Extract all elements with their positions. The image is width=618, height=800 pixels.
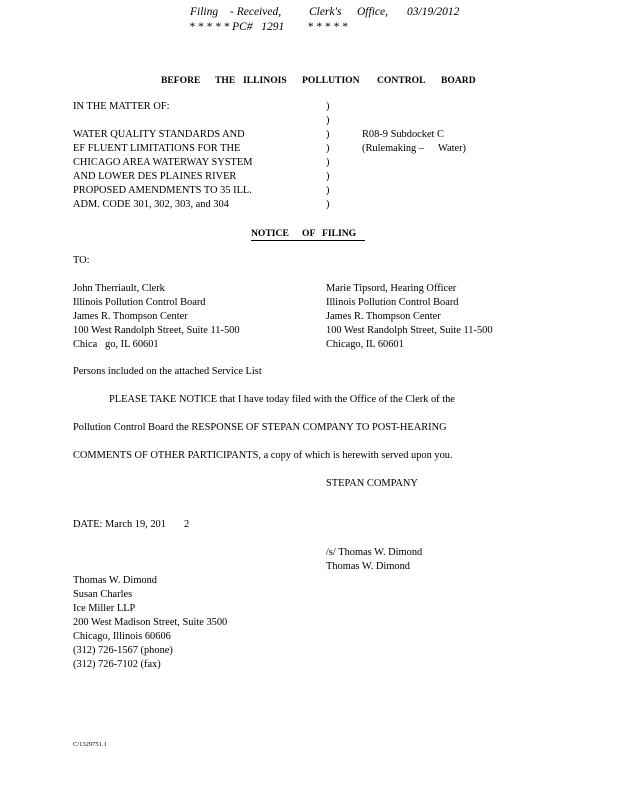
recipient-hearing-officer xyxy=(326,282,493,352)
date-digit: 2 xyxy=(184,519,190,530)
board-title-word: THE xyxy=(215,75,236,86)
paren: ) xyxy=(326,199,330,210)
office-word: Office, xyxy=(357,6,388,18)
matter-label: IN THE MATTER OF: xyxy=(73,101,170,112)
signature-name: Thomas W. Dimond xyxy=(326,561,410,572)
counsel-line: Susan Charles xyxy=(73,589,133,600)
paren: ) xyxy=(326,115,330,126)
signature-block xyxy=(326,546,422,574)
body-line: COMMENTS OF OTHER PARTICIPANTS, a copy of which is herewith served upon you. xyxy=(73,450,453,461)
signature-line: /s/ Thomas W. Dimond xyxy=(326,547,423,558)
counsel-line: Thomas W. Dimond xyxy=(73,575,157,586)
address-line: John Therriault, Clerk xyxy=(73,283,165,294)
filing-word: Filing xyxy=(190,6,219,18)
counsel-line: Ice Miller LLP xyxy=(73,603,136,614)
matter-description xyxy=(73,128,252,212)
address-line: 100 West Randolph Street, Suite 11-500 xyxy=(326,325,493,336)
board-title-word: POLLUTION xyxy=(302,75,360,86)
matter-line: CHICAGO AREA WATERWAY SYSTEM xyxy=(73,157,253,168)
matter-line: ADM. CODE 301, 302, 303, and 304 xyxy=(73,199,229,210)
paren: ) xyxy=(326,157,330,168)
paren: ) xyxy=(326,185,330,196)
paren: ) xyxy=(326,171,330,182)
caption-parentheses xyxy=(326,100,329,212)
clerks-word: Clerk's xyxy=(309,6,342,18)
matter-line: AND LOWER DES PLAINES RIVER xyxy=(73,171,237,182)
counsel-block xyxy=(73,574,227,672)
counsel-line: Chicago, Illinois 60606 xyxy=(73,631,171,642)
matter-line: EF FLUENT LIMITATIONS FOR THE xyxy=(73,143,241,154)
board-title-word: BEFORE xyxy=(161,75,201,86)
address-line: Chica go, IL 60601 xyxy=(73,339,159,350)
matter-line: WATER QUALITY STANDARDS AND xyxy=(73,129,245,140)
received-word: - Received, xyxy=(230,6,282,18)
board-title-word: ILLINOIS xyxy=(243,75,287,86)
counsel-line: 200 West Madison Street, Suite 3500 xyxy=(73,617,228,628)
counsel-line: (312) 726-7102 (fax) xyxy=(73,659,161,670)
paren: ) xyxy=(326,129,330,140)
matter-line: PROPOSED AMENDMENTS TO 35 ILL. xyxy=(73,185,252,196)
address-line: James R. Thompson Center xyxy=(326,311,441,322)
company-name: STEPAN COMPANY xyxy=(326,478,418,489)
notice-title-word: FILING xyxy=(322,228,357,239)
board-title-word: BOARD xyxy=(441,75,476,86)
notice-title-word: NOTICE xyxy=(251,228,289,239)
notice-title-word: OF xyxy=(302,228,316,239)
to-label: TO: xyxy=(73,255,90,266)
recipient-clerk xyxy=(73,282,240,352)
paren: ) xyxy=(326,143,330,154)
date-label: DATE: March 19, 201 xyxy=(73,519,166,530)
address-line: 100 West Randolph Street, Suite 11-500 xyxy=(73,325,240,336)
paren: ) xyxy=(326,101,330,112)
board-title-word: CONTROL xyxy=(377,75,426,86)
address-line: Illinois Pollution Control Board xyxy=(73,297,206,308)
address-line: Marie Tipsord, Hearing Officer xyxy=(326,283,457,294)
counsel-line: (312) 726-1567 (phone) xyxy=(73,645,173,656)
service-list-note: Persons included on the attached Service List xyxy=(73,366,262,377)
docket-type-b: Water) xyxy=(438,143,467,154)
docket-number: R08-9 Subdocket C xyxy=(362,129,444,140)
body-line: PLEASE TAKE NOTICE that I have today filed with the Office of the Clerk of the xyxy=(109,394,455,405)
filing-date: 03/19/2012 xyxy=(407,6,460,18)
address-line: Illinois Pollution Control Board xyxy=(326,297,459,308)
docket-type-a: (Rulemaking – xyxy=(362,143,425,154)
address-line: Chicago, IL 60601 xyxy=(326,339,404,350)
pc-number-line: * * * * * PC# 1291 * * * * * xyxy=(189,21,348,33)
body-line: Pollution Control Board the RESPONSE OF STEPAN COMPANY TO POST-HEARING xyxy=(73,422,447,433)
address-line: James R. Thompson Center xyxy=(73,311,188,322)
footer-document-code: C/1329751.1 xyxy=(73,741,107,748)
notice-of-filing-title xyxy=(251,228,365,241)
